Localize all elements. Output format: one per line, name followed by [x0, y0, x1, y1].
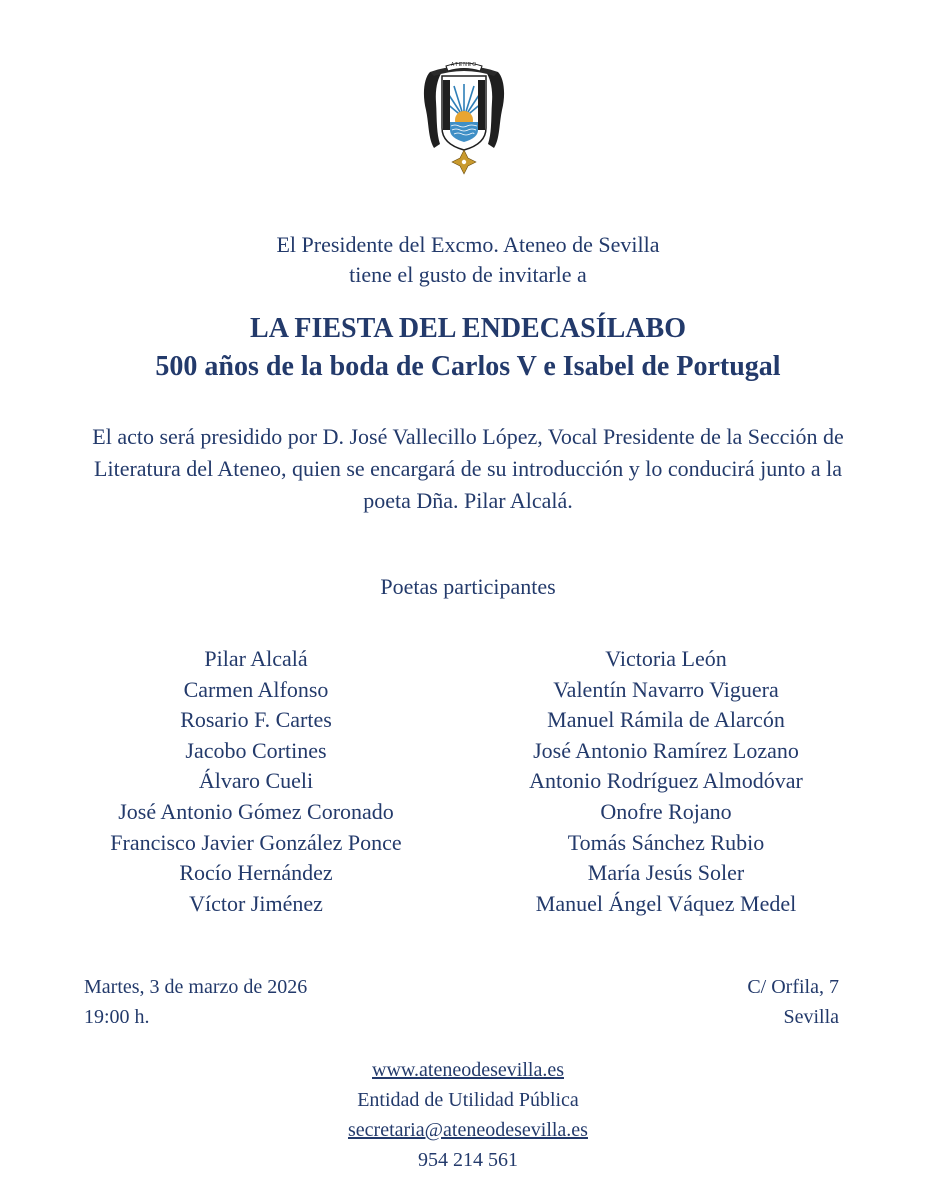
event-title-line-2: 500 años de la boda de Carlos V e Isabel de Portugal [155, 351, 781, 382]
event-when [84, 972, 307, 1032]
event-title-line-1: LA FIESTA DEL ENDECASÍLABO [250, 313, 686, 344]
poet-name: Jacobo Cortines [185, 737, 327, 763]
footer [0, 1055, 936, 1175]
event-time: 19:00 h. [84, 1006, 150, 1028]
poets-left-column [46, 644, 466, 919]
intro-line-2: tiene el gusto de invitarle a [349, 262, 587, 287]
poet-name: Víctor Jiménez [189, 890, 323, 916]
poet-name: José Antonio Ramírez Lozano [533, 737, 799, 763]
website-link[interactable]: www.ateneodesevilla.es [372, 1059, 564, 1081]
poet-name: Rocío Hernández [179, 860, 333, 886]
ateneo-crest-icon [420, 58, 508, 178]
poets-heading: Poetas participantes [380, 574, 556, 599]
poet-name: Rosario F. Cartes [180, 707, 332, 733]
poet-name: Manuel Ángel Váquez Medel [535, 890, 797, 916]
poet-name: Álvaro Cueli [198, 768, 314, 794]
event-street: C/ Orfila, 7 [747, 976, 839, 998]
poet-name: Victoria León [605, 646, 727, 671]
event-date: Martes, 3 de marzo de 2026 [84, 976, 308, 998]
event-city: Sevilla [783, 1006, 839, 1028]
poet-name: Pilar Alcalá [204, 646, 308, 671]
email-link[interactable]: secretaria@ateneodesevilla.es [348, 1119, 588, 1141]
poet-name: José Antonio Gómez Coronado [118, 798, 394, 824]
poet-name: Tomás Sánchez Rubio [567, 829, 765, 855]
phone-number: 954 214 561 [418, 1149, 518, 1171]
poets-right-column [456, 644, 876, 919]
event-title [0, 310, 936, 386]
poet-name: Valentín Navarro Viguera [553, 676, 779, 702]
intro-line-1: El Presidente del Excmo. Ateneo de Sevilla [276, 232, 660, 257]
event-where [747, 972, 839, 1032]
intro-text [0, 230, 936, 290]
poet-name: María Jesús Soler [587, 860, 745, 886]
poet-name: Francisco Javier González Ponce [110, 829, 402, 855]
event-description: El acto será presidido por D. José Vallecillo López, Vocal Presidente de la Sección de Literatura del Ateneo, quien se encargará de su introducción y lo conducirá junto a la poeta Dña. Pilar Alcalá. [92, 424, 844, 513]
poet-name: Antonio Rodríguez Almodóvar [529, 768, 803, 794]
crest-label: ATENEO [450, 62, 478, 68]
poet-name: Carmen Alfonso [183, 676, 329, 702]
poet-name: Manuel Rámila de Alarcón [547, 707, 785, 733]
poet-name: Onofre Rojano [600, 798, 732, 824]
entity-text: Entidad de Utilidad Pública [357, 1089, 579, 1111]
